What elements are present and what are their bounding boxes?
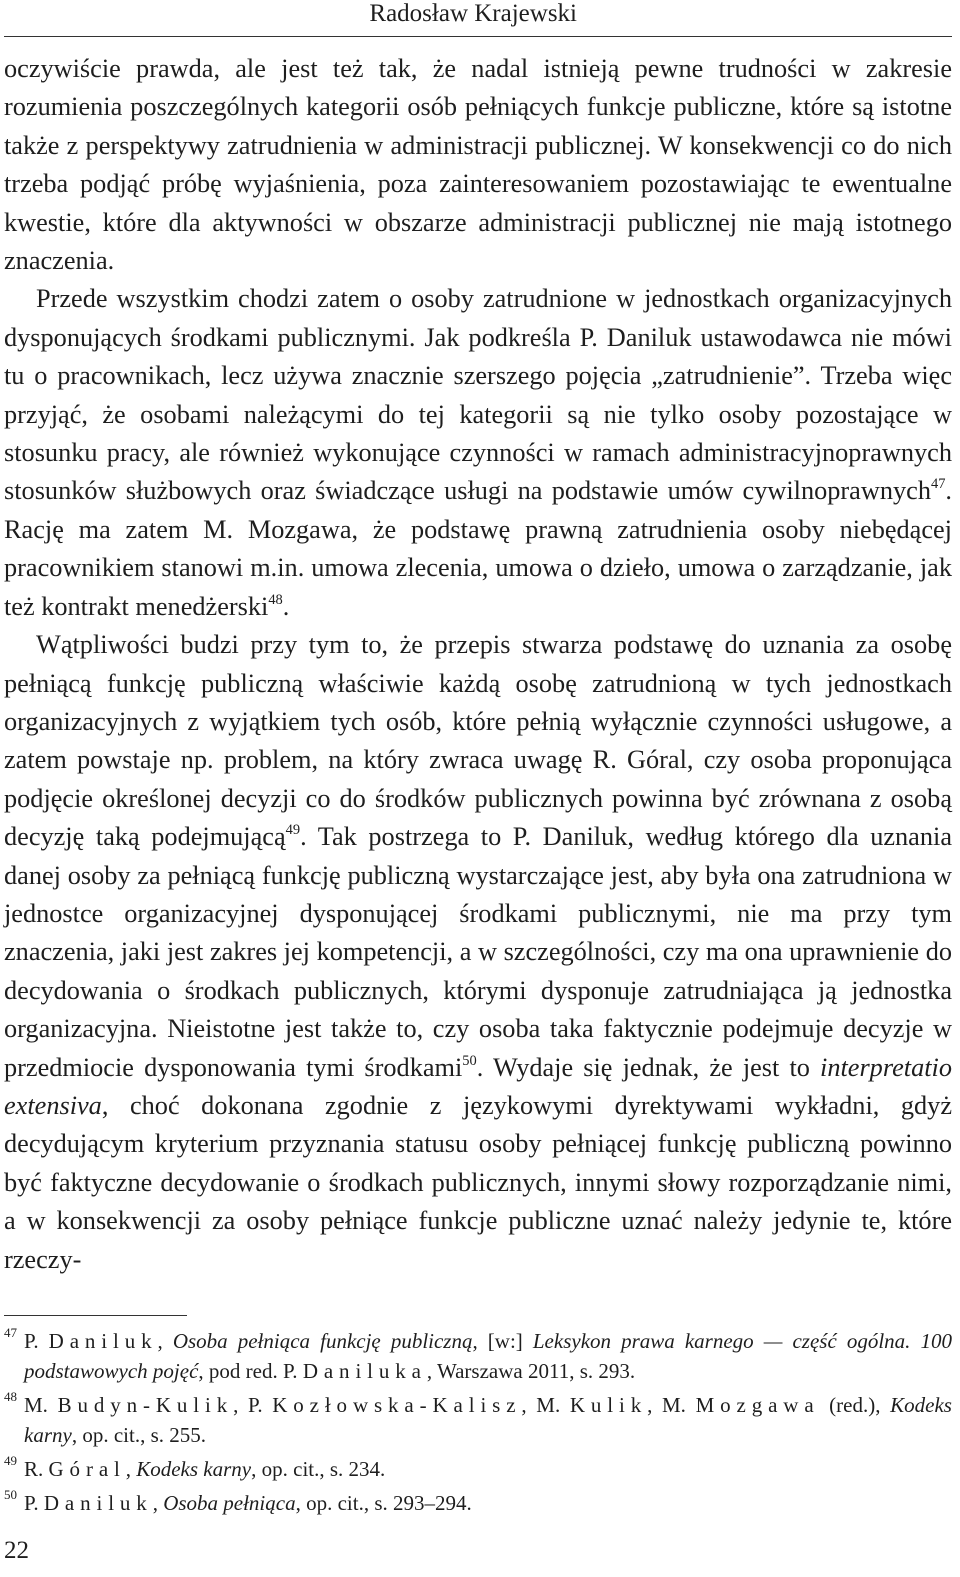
paragraph-3-text-c: . Wydaje się jednak, że jest to (476, 1052, 821, 1082)
footnote-number: 50 (4, 1487, 18, 1502)
paragraph-2-text-a: Przede wszystkim chodzi zatem o osoby zatrudnione w jednostkach organizacyjnych dysponujących środkami publicznymi. Jak podkreśla P. Daniluk ustawodawca nie mówi tu o pracownikach, lecz używa znacznie szerszego pojęcia „zatrudnienie”. Trzeba więc przyjąć, że osobami należącymi do tej kategorii są nie tylko osoby pozostające w stosunku pracy, ale również wykonujące czynności w ramach administracyjnoprawnych stosunków służbowych oraz świadczące usługi na podstawie umów cywilnoprawnych (4, 284, 952, 506)
footnote-text: , P. (233, 1393, 273, 1417)
footnote-text: P. (24, 1491, 44, 1515)
footnote-text: , op. cit., s. 234. (251, 1457, 386, 1481)
page-number: 22 (4, 1537, 29, 1564)
footnote-number: 49 (4, 1453, 18, 1468)
footnote-50 (4, 1488, 952, 1518)
footnote-ref-47: 47 (930, 476, 946, 493)
footnote-47 (4, 1326, 952, 1386)
main-text (4, 50, 952, 1279)
footnote-author: Góral (48, 1457, 126, 1481)
footnote-text: , M. (521, 1393, 570, 1417)
footnote-rule (4, 1315, 187, 1316)
footnote-text: R. (24, 1457, 49, 1481)
footnote-48 (4, 1390, 952, 1450)
footnote-author: Kozłowska-Kalisz (272, 1393, 522, 1417)
footnote-text: M. (24, 1393, 58, 1417)
paragraph-2 (4, 280, 952, 626)
footnote-book-title: Leksykon prawa karnego — część ogólna. 100 podstawowych pojęć (24, 1329, 952, 1383)
footnote-text: P. (24, 1329, 49, 1353)
footnote-ref-49: 49 (285, 822, 301, 839)
footnote-number: 47 (4, 1325, 18, 1340)
footnote-text: , op. cit., s. 255. (71, 1423, 206, 1447)
footnote-text: , (157, 1329, 173, 1353)
paragraph-3-text-b: . Tak postrzega to P. Daniluk, według którego dla uznania danej osoby za pełniącą funkcję publiczną wystarczające jest, aby była ona zatrudniona w jednostce organizacyjnej dysponującej środkami publicznymi, nie ma przy tym znaczenia, jaki jest zakres jej kompetencji, a w szczególności, czy ma ona uprawnienie do decydowania o środkach publicznych, którymi dysponuje zatrudniająca ją jednostka organizacyjna. Nieistotne jest także to, czy osoba taka faktycznie podejmuje decyzje w przedmiocie dysponowania tymi środkami (4, 822, 952, 1082)
footnote-text: , op. cit., s. 293–294. (295, 1491, 472, 1515)
footnote-title: Kodeks karny (24, 1393, 952, 1447)
footnote-author: Daniluk (48, 1329, 158, 1353)
footnote-author: Daniluk (43, 1491, 153, 1515)
footnote-author: Budyn-Kulik (57, 1393, 234, 1417)
footnotes (4, 1326, 952, 1522)
footnote-text: , M. (647, 1393, 696, 1417)
footnote-text: (red.), (819, 1393, 891, 1417)
footnote-text: , [w:] (472, 1329, 533, 1353)
footnote-author: Kulik (569, 1393, 648, 1417)
running-head-author: Radosław Krajewski (369, 0, 577, 27)
paragraph-3-text-d: , choć dokonana zgodnie z językowymi dyrektywami wykładni, gdyż decydującym kryterium przyznania statusu osoby pełniącej funkcję publiczną powinno być faktyczne decydowanie o środkach publicznych, innymi słowy rozporządzanie nimi, a w konsekwencji za osoby pełniące funkcje publiczne uznać należy jedynie te, które rzeczy- (4, 1090, 952, 1274)
footnote-text: , pod red. P. (198, 1359, 303, 1383)
footnote-text: , Warszawa 2011, s. 293. (426, 1359, 636, 1383)
footnote-text: , (125, 1457, 137, 1481)
paragraph-2-text-c: . (282, 591, 290, 621)
footnote-editor: Daniluka (302, 1359, 427, 1383)
footnote-title: Kodeks karny (136, 1457, 252, 1481)
footnote-text: , (152, 1491, 164, 1515)
header-rule (4, 36, 952, 37)
footnote-ref-48: 48 (268, 591, 283, 608)
paragraph-3 (4, 626, 952, 1279)
footnote-49 (4, 1454, 952, 1484)
footnote-author: Mozgawa (695, 1393, 820, 1417)
footnote-ref-50: 50 (462, 1052, 477, 1069)
paragraph-3-text-a: Wątpliwości budzi przy tym to, że przepis stwarza podstawę do uznania za osobę pełniącą funkcję publiczną właściwie każdą osobę zatrudnioną w tych jednostkach organizacyjnych z wyjątkiem tych osób, które pełnią wyłącznie czynności usługowe, a zatem powstaje np. problem, na który zwraca uwagę R. Góral, czy osoba proponująca podjęcie określonej decyzji co do środków publicznych powinna być zrównana z osobą decyzję taką podejmującą (4, 630, 952, 852)
footnote-title: Osoba pełniąca funkcję publiczną (172, 1329, 473, 1353)
footnote-title: Osoba pełniąca (163, 1491, 296, 1515)
paragraph-2-text-b: . Rację ma zatem M. Mozgawa, że podstawę prawną zatrudnienia osoby niebędącej pracownikiem stanowi m.in. umowa zlecenia, umowa o dzieło, umowa o zarządzanie, jak też kontrakt menedżerski (4, 476, 952, 621)
paragraph-1: oczywiście prawda, ale jest też tak, że nadal istnieją pewne trudności w zakresie rozumienia poszczególnych kategorii osób pełniących funkcje publiczne, które są istotne także z perspektywy zatrudnienia w administracji publicznej. W konsekwencji co do nich trzeba podjąć próbę wyjaśnienia, poza zainteresowaniem pozostawiając te ewentualne kwestie, które dla aktywności w obszarze administracji publicznej nie mają istotnego znaczenia. (4, 54, 952, 276)
footnote-number: 48 (4, 1389, 18, 1404)
paragraph-3-italic-term: interpretatio extensiva (4, 1052, 952, 1120)
